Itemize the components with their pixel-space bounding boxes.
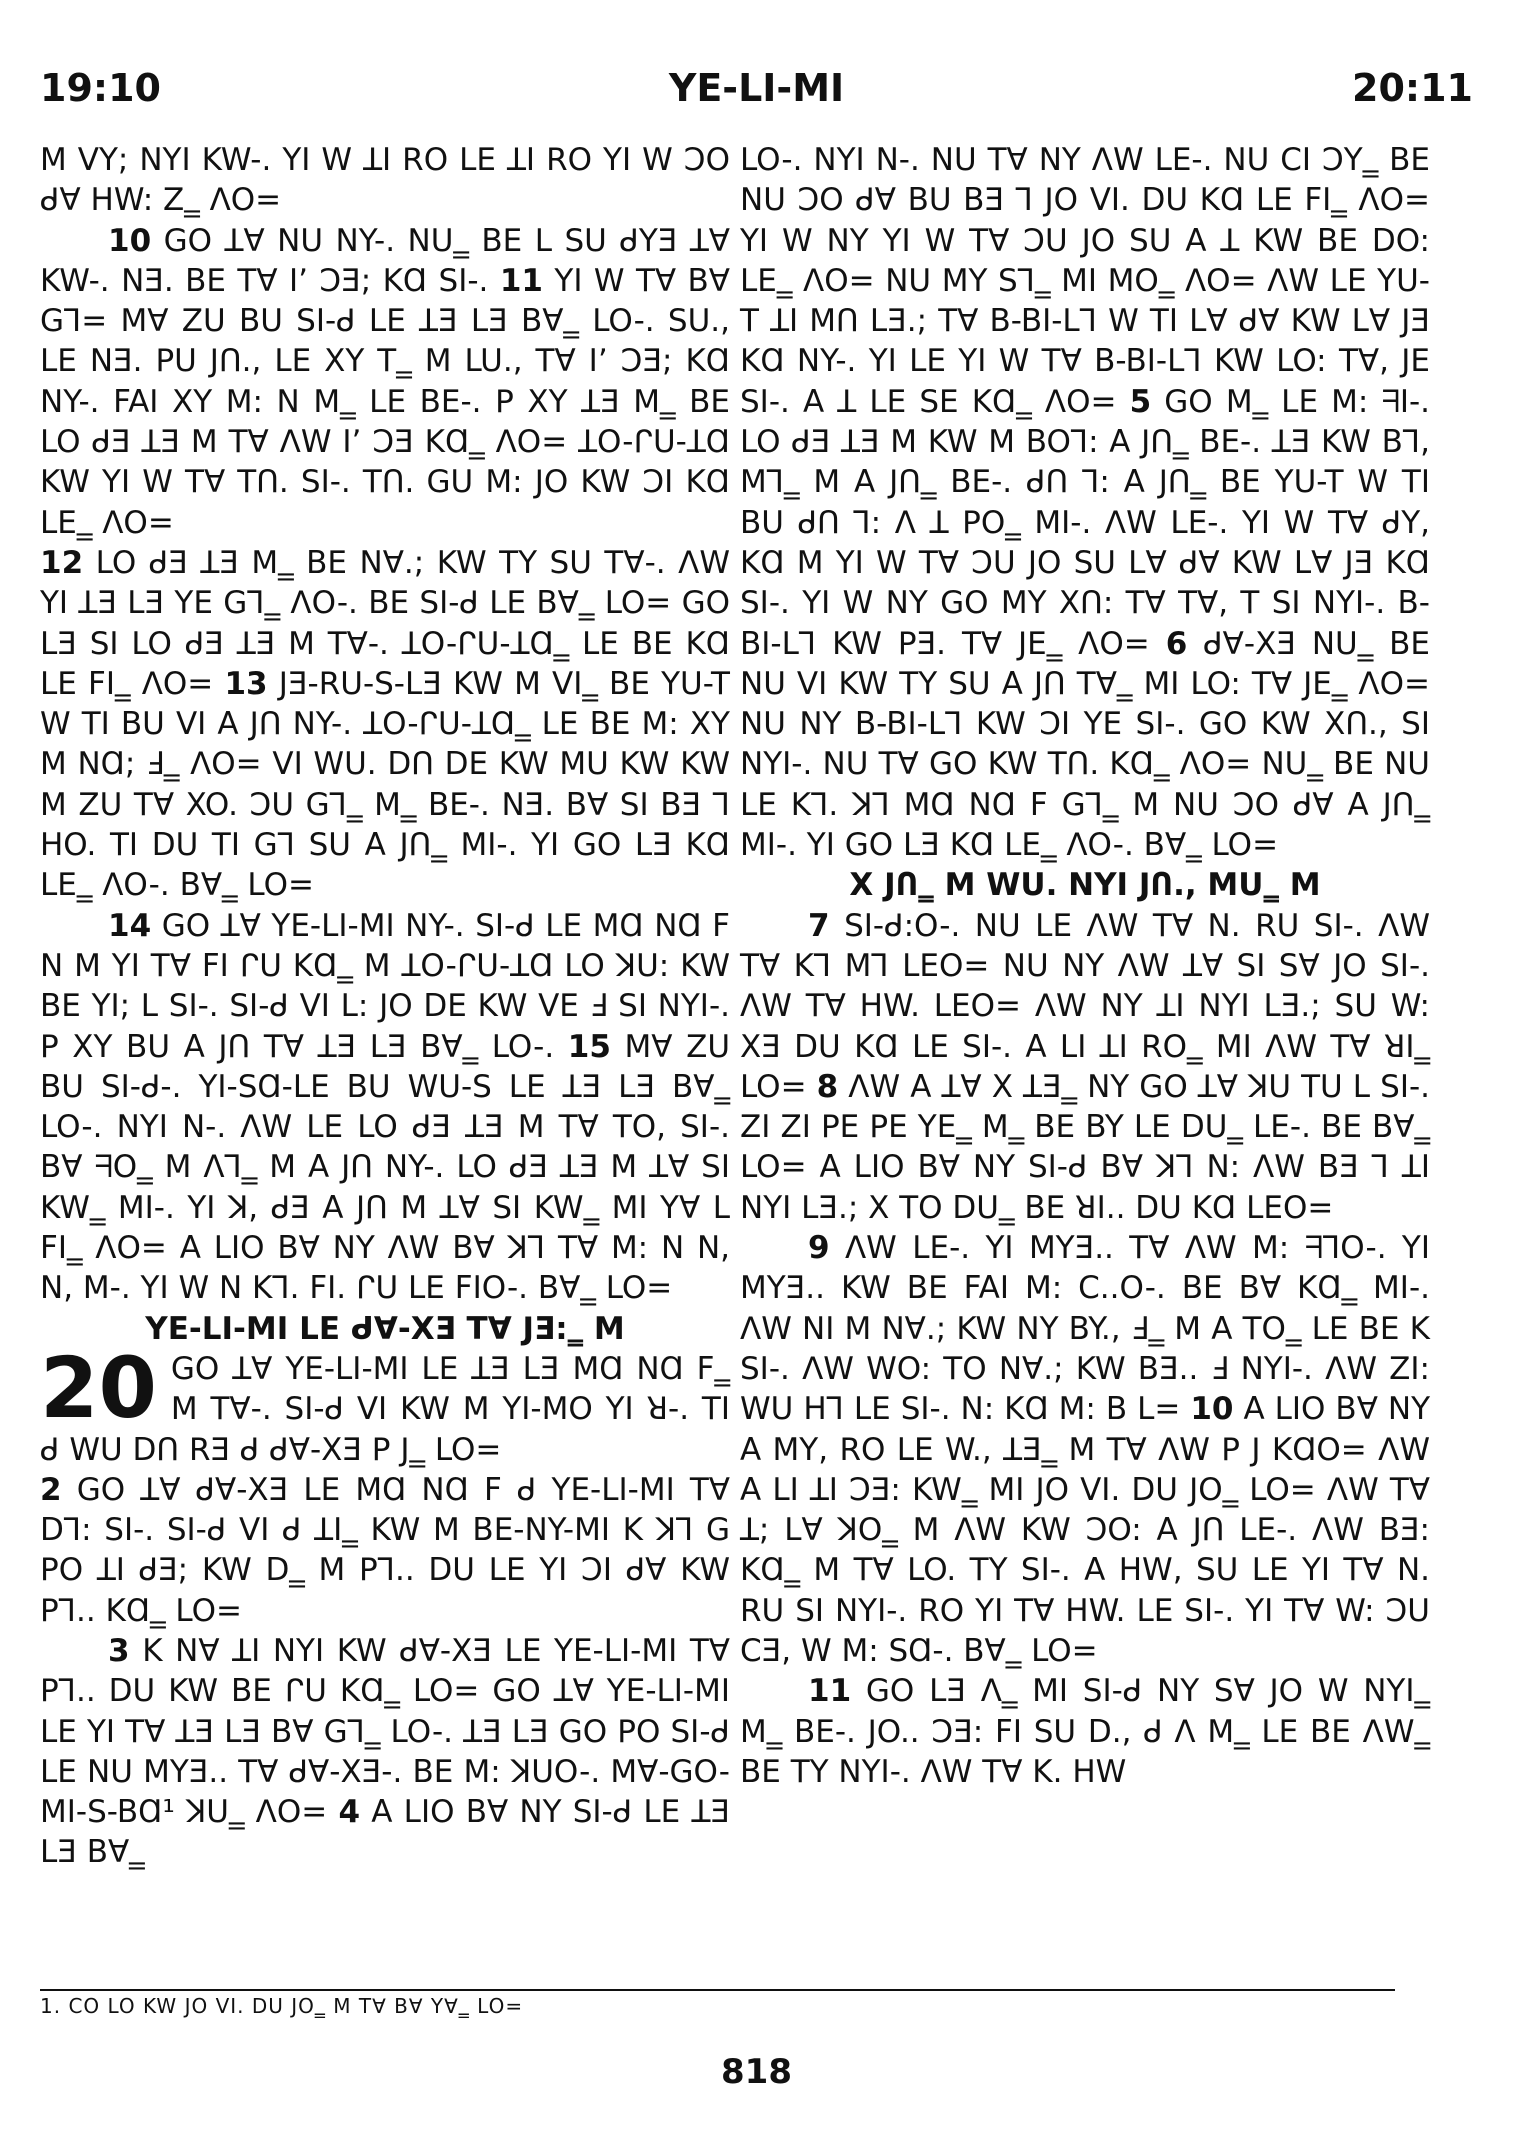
right-text-column [740,140,1430,1792]
verse-number: 15 [567,1028,611,1065]
verse-paragraph [740,906,1430,1228]
verse-paragraph [740,1228,1430,1671]
verse-text: A LIO Bꓯ NY A MY, RO LE W., ꓕƎ‗ M Tꓯ ꓥW P J KⱭO= ꓥW A LI ꓕI ƆƎ: KW‗ MI JO VI. DU JO‗ LO= ꓥW Tꓯ ꓕ; Lꓯ ꓘO‗ M ꓥW KW ƆO: A JՈ LE-. ꓥW BƎ: KⱭ‗ M Tꓯ LO. TY SI-. A HW, SU LE YI Tꓯ N. RU SI NYI-. RO YI Tꓯ HW. LE SI-. YI Tꓯ W: ƆU CƎ, W M: SⱭ-. Bꓯ‗ LO= [740,1391,1431,1669]
verse-text: GO ꓕꓯ YE-LI-MI LE ꓕƎ LƎ MⱭ NⱭ F‗ M Tꓯ-. SI-ᑯ VI KW M YI-MO YI ꓤ-. TI ᑯ WU DՈ RƎ ᑯ ᑯꓯ-XƎ P J‗ LO= [40,1350,730,1468]
verse-paragraph [40,140,730,221]
verse-text: JƎ-RU-S-LƎ KW M VI‗ BE YU-T W TI BU VI A JՈ NY-. ꓕO-ᒋU-ꓕⱭ‗ LE BE M: XY M NⱭ; Ⅎ‗ ꓥO= VI WU. DՈ DE KW MU KW KW M ZU Tꓯ XO. ƆU G⅂‗ M‗ BE-. NƎ. Bꓯ SI BƎ ⅂ HO. TI DU TI G⅂ SU A JՈ‗ MI-. YI GO LƎ KⱭ LE‗ ꓥO-. Bꓯ‗ LO= [40,665,730,904]
verse-text: LO-. NYI N-. NU Tꓯ NY ꓥW LE-. NU CI ƆY‗ BE NU ƆO ᑯꓯ BU BƎ ⅂ JO VI. DU KⱭ LE FI‗ ꓥO= YI W NY YI W Tꓯ ƆU JO SU A ꓕ KW BE DO: LE‗ ꓥO= NU MY S⅂‗ MI MO‗ ꓥO= ꓥW LE YU-T ꓕI MՈ LƎ.; Tꓯ B-BI-L⅂ W TI Lꓯ ᑯꓯ KW Lꓯ JƎ KⱭ NY-. YI LE YI W Tꓯ B-BI-L⅂ KW LO: Tꓯ, JE SI-. A ꓕ LE SE KⱭ‗ ꓥO= [740,142,1430,420]
verse-text: A LIO Bꓯ NY SI-ᑯ LE ꓕƎ LƎ Bꓯ‗ [40,1794,730,1871]
verse-number: 9 [808,1230,830,1267]
verse-number: 4 [338,1794,361,1831]
verse-paragraph [40,543,730,906]
header-left-reference: 19:10 [40,66,161,110]
footnote: 1. CO LO KW JO VI. DU JO‗ M Tꓯ Bꓯ Yꓯ‗ LO= [40,1994,524,2018]
verse-text: GO ꓕꓯ ᑯꓯ-XƎ LE MⱭ NⱭ F ᑯ YE-LI-MI Tꓯ D⅂: SI-. SI-ᑯ VI ᑯ ꓕI‗ KW M BE-NY-MI K ꓘ⅂ G PO ꓕI ᑯƎ; KW D‗ M P⅂.. DU LE YI ƆI ᑯꓯ KW P⅂.. KⱭ‗ LO= [40,1471,730,1629]
verse-text: Mꓯ ZU BU SI-ᑯ-. YI-SⱭ-LE BU WU-S LE ꓕƎ LƎ Bꓯ‗ LO-. NYI N-. ꓥW LE LO ᑯƎ ꓕƎ M Tꓯ TO, SI-. Bꓯ ᖷO‗ M ꓥ⅂‗ M A JՈ NY-. LO ᑯƎ ꓕƎ M ꓕꓯ SI KW‗ MI-. YI ꓘ, ᑯƎ A JՈ M ꓕꓯ SI KW‗ MI Yꓯ L FI‗ ꓥO= A LIO Bꓯ NY ꓥW Bꓯ ꓘ⅂ Tꓯ M: N N, N, M-. YI W N K⅂. FI. ᒋU LE FIO-. Bꓯ‗ LO= [40,1028,731,1307]
verse-text: SI-ᑯ:O-. NU LE ꓥW Tꓯ N. RU SI-. ꓥW Tꓯ K⅂ M⅂ LEO= NU NY ꓥW ꓕꓯ SI Sꓯ JO SI-. ꓥW Tꓯ HW. LEO= ꓥW NY ꓕI NYI LƎ.; SU W: XƎ DU KⱭ LE SI-. A LI ꓕI RO‗ MI ꓥW Tꓯ ꓤI‗ LO= [740,907,1430,1105]
page-number: 818 [721,2052,792,2092]
verse-text: GO ꓕꓯ YE-LI-MI NY-. SI-ᑯ LE MⱭ NⱭ F N M YI Tꓯ FI ᒋU KⱭ‗ M ꓕO-ᒋU-ꓕⱭ LO ꓘU: KW BE YI; L SI-. SI-ᑯ VI L: JO DE KW VE Ⅎ SI NYI-. P XY BU A JՈ Tꓯ ꓕƎ LƎ Bꓯ‗ LO-. [40,907,730,1065]
left-text-column [40,140,730,1873]
verse-number: 10 [108,222,152,259]
verse-number: 8 [816,1068,839,1105]
chapter-paragraph [40,1338,730,1470]
section-heading: X JՈ‗ M WU. NYI JՈ., MU‗ M [849,867,1321,904]
verse-paragraph [40,906,730,1309]
chapter-number: 20 [40,1338,157,1437]
verse-text: LO ᑯƎ ꓕƎ M‗ BE Nꓯ.; KW TY SU Tꓯ-. ꓥW YI ꓕƎ LƎ YE G⅂‗ ꓥO-. BE SI-ᑯ LE Bꓯ‗ LO= GO LƎ SI LO ᑯƎ ꓕƎ M Tꓯ-. ꓕO-ᒋU-ꓕⱭ‗ LE BE KⱭ LE FI‗ ꓥO= [40,544,730,702]
header-book-title: YE-LI-MI [668,66,845,110]
verse-number: 5 [1129,383,1152,420]
verse-number: 11 [808,1673,852,1710]
verse-text: ꓥW LE-. YI MYƎ.. Tꓯ ꓥW M: ᖷ⅂O-. YI MYƎ.. KW BE FAI M: C..O-. BE Bꓯ KⱭ‗ MI-. ꓥW NI M Nꓯ.; KW NY BY., Ⅎ‗ M A TO‗ LE BE K SI-. ꓥW WO: TO Nꓯ.; KW BƎ.. Ⅎ NYI-. ꓥW ZI: WU H⅂ LE SI-. N: KⱭ M: B L= [740,1230,1431,1428]
verse-number: 13 [224,665,268,702]
verse-text: M VY; NYI KW-. YI W ꓕI RO LE ꓕI RO YI W ƆO ᑯꓯ HW: Z‗ ꓥO= [40,142,730,219]
verse-paragraph [740,1671,1430,1792]
verse-paragraph [40,1470,730,1631]
verse-number: 10 [1190,1391,1234,1428]
verse-text: ᑯꓯ-XƎ NU‗ BE NU VI KW TY SU A JՈ Tꓯ‗ MI LO: Tꓯ JE‗ ꓥO= NU NY B-BI-L⅂ KW ƆI YE SI-. GO KW XՈ., SI NYI-. NU Tꓯ GO KW TՈ. KⱭ‗ ꓥO= NU‗ BE NU LE K⅂. ꓘ⅂ MⱭ NⱭ F G⅂‗ M NU ƆO ᑯꓯ A JՈ‗ MI-. YI GO LƎ KⱭ LE‗ ꓥO-. Bꓯ‗ LO= [740,625,1430,864]
verse-number: 6 [1165,625,1188,662]
verse-text: GO M‗ LE M: ᖷI-. LO ᑯƎ ꓕƎ M KW M BO⅂: A JՈ‗ BE-. ꓕƎ KW B⅂, M⅂‗ M A JՈ‗ BE-. ᑯՈ ⅂: A JՈ‗ BE YU-T W TI BU ᑯՈ ⅂: ꓥ ꓕ PO‗ MI-. ꓥW LE-. YI W Tꓯ ᑯY, KⱭ M YI W Tꓯ ƆU JO SU Lꓯ ᑯꓯ KW Lꓯ JƎ KⱭ SI-. YI W NY GO MY XՈ: Tꓯ Tꓯ, T SI NYI-. B-BI-L⅂ KW PƎ. Tꓯ JE‗ ꓥO= [740,383,1431,662]
verse-text: K Nꓯ ꓕI NYI KW ᑯꓯ-XƎ LE YE-LI-MI Tꓯ P⅂.. DU KW BE ᒋU KⱭ‗ LO= GO ꓕꓯ YE-LI-MI LE YI Tꓯ ꓕƎ LƎ Bꓯ G⅂‗ LO-. ꓕƎ LƎ GO PO SI-ᑯ LE NU MYƎ.. Tꓯ ᑯꓯ-XƎ-. BE M: ꓘUO-. Mꓯ-GO-MI-S-BⱭ¹ ꓘU‗ ꓥO= [40,1632,730,1831]
verse-paragraph [40,221,730,543]
section-heading: YE-LI-MI LE ᑯꓯ-XƎ Tꓯ JƎ:‗ M [145,1310,625,1347]
verse-text: YI W Tꓯ Bꓯ G⅂= Mꓯ ZU BU SI-ᑯ LE ꓕƎ LƎ Bꓯ‗ LO-. SU., LE NƎ. PU JՈ., LE XY T‗ M LU., Tꓯ Iʼ ƆƎ; KⱭ NY-. FAI XY M: N M‗ LE BE-. P XY ꓕƎ M‗ BE LO ᑯƎ ꓕƎ M Tꓯ ꓥW Iʼ ƆƎ KⱭ‗ ꓥO= ꓕO-ᒋU-ꓕⱭ KW YI W Tꓯ TՈ. SI-. TՈ. GU M: JO KW ƆI KⱭ LE‗ ꓥO= [40,262,730,541]
verse-number: 7 [808,907,830,944]
footnote-divider [40,1989,1395,1991]
verse-text: GO ꓕꓯ NU NY-. NU‗ BE L SU ᑯYƎ ꓕꓯ KW-. NƎ. BE Tꓯ Iʼ ƆƎ; KⱭ SI-. [40,222,731,299]
verse-number: 11 [499,262,543,299]
running-header [40,66,1473,126]
verse-number: 3 [108,1632,130,1669]
header-right-reference: 20:11 [1352,66,1473,110]
verse-paragraph [40,1631,730,1873]
verse-paragraph [740,140,1430,865]
verse-text: GO LƎ ꓥ‗ MI SI-ᑯ NY Sꓯ JO W NYI‗ M‗ BE-. JO.. ƆƎ: FI SU D., ᑯ ꓥ M‗ LE BE ꓥW‗ BE TY NYI-. ꓥW Tꓯ K. HW [740,1673,1431,1790]
verse-number: 2 [40,1471,62,1508]
verse-number: 14 [108,907,152,944]
verse-text: ꓥW A ꓕꓯ X ꓕƎ‗ NY GO ꓕꓯ ꓘU TU L SI-. ZI ZI PE PE YE‗ M‗ BE BY LE DU‗ LE-. BE Bꓯ‗ LO= A LIO Bꓯ NY SI-ᑯ Bꓯ ꓘ⅂ N: ꓥW BƎ ⅂ ꓕI NYI LƎ.; X TO DU‗ BE ꓤI.. DU KⱭ LEO= [740,1068,1431,1226]
verse-number: 12 [40,544,84,581]
